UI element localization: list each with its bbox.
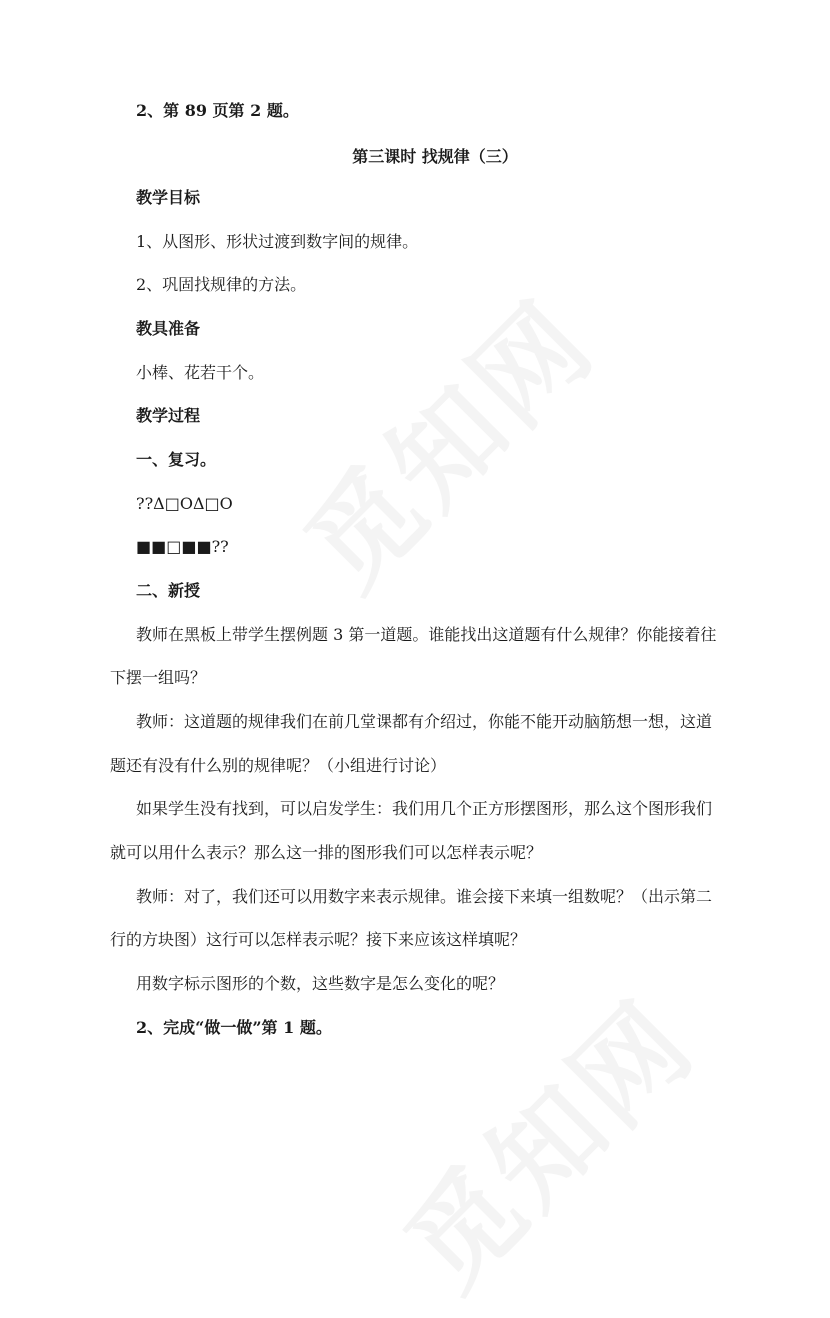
- paragraph-line: 用数字标示图形的个数，这些数字是怎么变化的呢？: [136, 974, 505, 993]
- lesson-title: 第三课时 找规律（三）: [352, 147, 518, 166]
- heading-goals: 教学目标: [136, 188, 201, 207]
- paragraph-line: 下摆一组吗？: [110, 668, 207, 687]
- watermark: [365, 960, 723, 1318]
- goal-item: 1、从图形、形状过渡到数字间的规律。: [136, 232, 419, 251]
- exercise-line: 2、完成“做一做”第 1 题。: [136, 1018, 332, 1037]
- heading-process: 教学过程: [136, 406, 201, 425]
- section-new: 二、新授: [136, 581, 201, 600]
- paragraph-line: 如果学生没有找到，可以启发学生：我们用几个正方形摆图形，那么这个图形我们: [136, 799, 713, 818]
- paragraph-line: 教师在黑板上带学生摆例题 3 第一道题。谁能找出这道题有什么规律？你能接着往: [136, 625, 717, 644]
- paragraph-line: 行的方块图）这行可以怎样表示呢？接下来应该这样填呢？: [110, 930, 527, 949]
- section-review: 一、复习。: [136, 450, 217, 469]
- exercise-line: 2、第 89 页第 2 题。: [136, 101, 299, 120]
- paragraph-line: 教师：对了，我们还可以用数字来表示规律。谁会接下来填一组数呢？（出示第二: [136, 887, 713, 906]
- tools-text: 小棒、花若干个。: [136, 363, 265, 382]
- pattern-row: ■■□■■??: [136, 537, 229, 556]
- goal-item: 2、巩固找规律的方法。: [136, 275, 307, 294]
- paragraph-line: 教师：这道题的规律我们在前几堂课都有介绍过，你能不能开动脑筋想一想，这道: [136, 712, 713, 731]
- pattern-row: ??Δ□OΔ□O: [136, 494, 233, 513]
- heading-tools: 教具准备: [136, 319, 201, 338]
- paragraph-line: 就可以用什么表示？那么这一排的图形我们可以怎样表示呢？: [110, 843, 543, 862]
- paragraph-line: 题还有没有什么别的规律呢？（小组进行讨论）: [110, 756, 447, 775]
- watermark: [265, 260, 623, 618]
